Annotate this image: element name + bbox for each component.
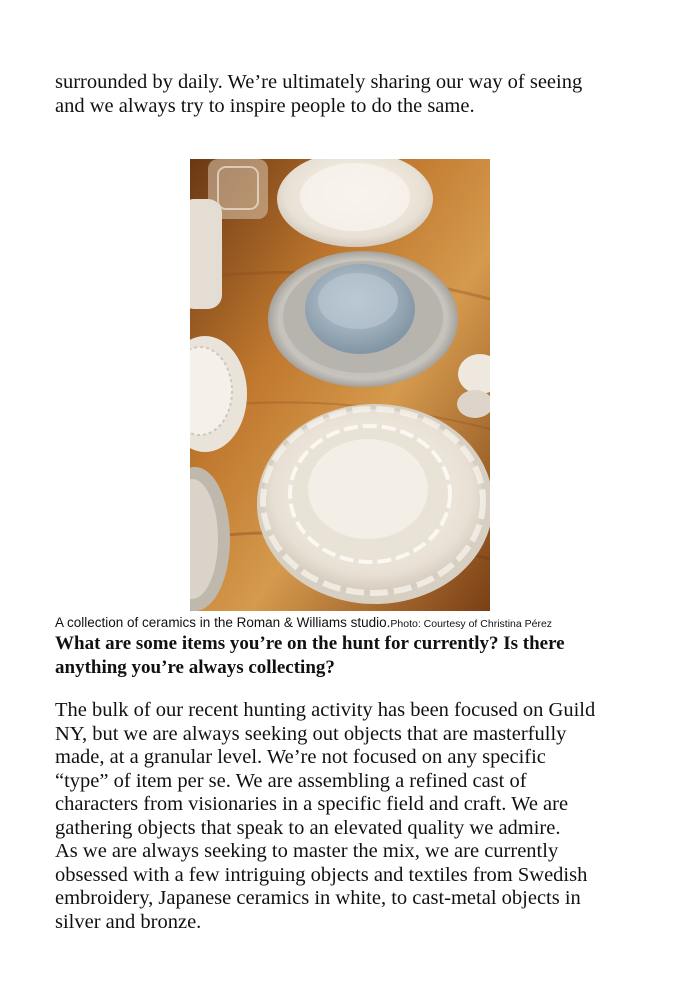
answer-line: “type” of item per se. We are assembling a refined cast of <box>55 769 527 792</box>
answer-line: silver and bronze. <box>55 910 202 933</box>
ceramics-photo <box>190 159 490 611</box>
photo-credit: Photo: Courtesy of Christina Pérez <box>390 618 553 630</box>
intro-paragraph <box>55 70 655 118</box>
answer-line: NY, but we are always seeking out objects that are masterfully <box>55 722 567 745</box>
answer-line: The bulk of our recent hunting activity has been focused on Guild <box>55 699 596 721</box>
photo-caption <box>55 614 675 633</box>
answer-line: obsessed with a few intriguing objects and textiles from Swedish <box>55 863 588 886</box>
question-line: anything you’re always collecting? <box>55 657 335 678</box>
intro-line: surrounded by daily. We’re ultimately sharing our way of seeing <box>55 71 583 93</box>
answer-line: gathering objects that speak to an elevated quality we admire. <box>55 816 561 839</box>
question-line: What are some items you’re on the hunt for currently? Is there <box>55 633 565 654</box>
intro-line: and we always try to inspire people to do the same. <box>55 95 475 117</box>
answer-line: characters from visionaries in a specific field and craft. We are <box>55 793 569 815</box>
caption-text: A collection of ceramics in the Roman & Williams studio. <box>55 615 391 630</box>
interview-question <box>55 632 645 680</box>
answer-line: As we are always seeking to master the mix, we are currently <box>55 840 559 862</box>
interview-answer <box>55 699 655 934</box>
answer-line: embroidery, Japanese ceramics in white, to cast-metal objects in <box>55 887 581 909</box>
answer-line: made, at a granular level. We’re not focused on any specific <box>55 746 546 768</box>
